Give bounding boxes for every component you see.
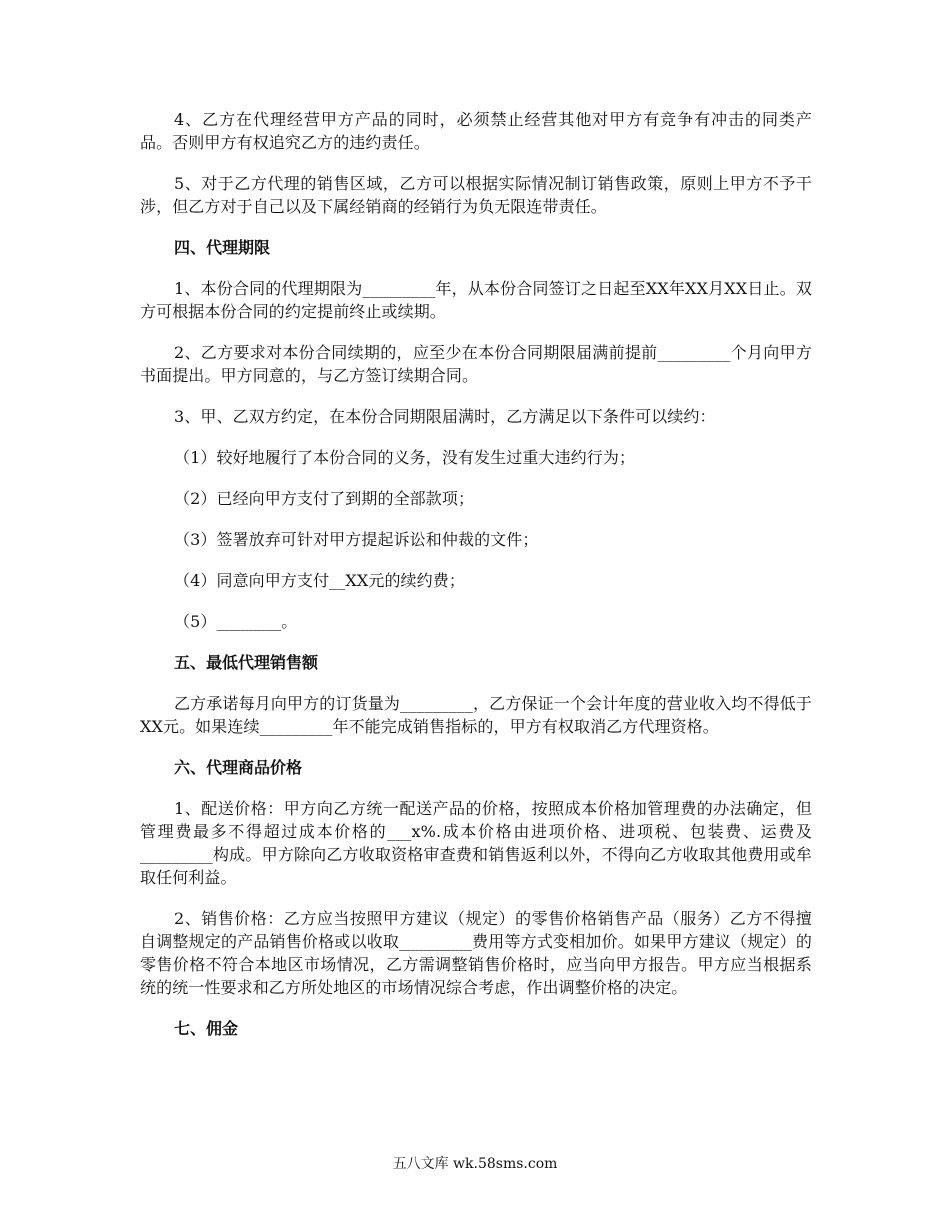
page-footer: 五八文库 wk.58sms.com (392, 1156, 558, 1172)
clause-4-exclusivity: 4、乙方在代理经营甲方产品的同时，必须禁止经营其他对甲方有竞争有冲击的同类产品。否则甲方有权追究乙方的违约责任。 (140, 110, 812, 152)
renewal-condition-1: （1）较好地履行了本份合同的义务，没有发生过重大违约行为； (174, 448, 636, 467)
clause-term-3: 3、甲、乙双方约定，在本份合同期限届满时，乙方满足以下条件可以续约： (174, 407, 716, 426)
renewal-condition-2: （2）已经向甲方支付了到期的全部款项； (174, 489, 475, 508)
document-body (140, 108, 812, 1058)
clause-min-sales: 乙方承诺每月向甲方的订货量为_________，乙方保证一个会计年度的营业收入均不得低于XX元。如果连续_________年不能完成销售指标的，甲方有权取消乙方代理资格。 (140, 694, 812, 736)
renewal-condition-5: （5）________。 (174, 612, 298, 631)
section-heading-price: 六、代理商品价格 (174, 758, 303, 777)
clause-term-1: 1、本份合同的代理期限为_________年，从本份合同签订之日起至XX年XX月XX日止。双方可根据本份合同的约定提前终止或续期。 (140, 279, 812, 321)
section-heading-agency-term: 四、代理期限 (174, 238, 271, 257)
renewal-condition-4: （4）同意向甲方支付__XX元的续约费； (174, 571, 465, 590)
clause-sales-price: 2、销售价格：乙方应当按照甲方建议（规定）的零售价格销售产品（服务）乙方不得擅自调整规定的产品销售价格或以收取_________费用等方式变相加价。如果甲方建议（规定）的零售价格不符合本地区市场情况，乙方需调整销售价格时，应当向甲方报告。甲方应当根据系统的统一性要求和乙方所处地区的市场情况综合考虑，作出调整价格的决定。 (140, 909, 812, 997)
clause-delivery-price: 1、配送价格：甲方向乙方统一配送产品的价格，按照成本价格加管理费的办法确定，但管理费最多不得超过成本价格的___x%.成本价格由进项价格、进项税、包装费、运费及_________构成。甲方除向乙方收取资格审查费和销售返利以外，不得向乙方收取其他费用或牟取任何利益。 (140, 799, 812, 887)
clause-term-2: 2、乙方要求对本份合同续期的，应至少在本份合同期限届满前提前_________个月向甲方书面提出。甲方同意的，与乙方签订续期合同。 (140, 343, 812, 385)
renewal-condition-3: （3）签署放弃可针对甲方提起诉讼和仲裁的文件； (174, 530, 539, 549)
section-heading-commission: 七、佣金 (174, 1019, 239, 1038)
section-heading-min-sales: 五、最低代理销售额 (174, 653, 319, 672)
clause-5-sales-region: 5、对于乙方代理的销售区域，乙方可以根据实际情况制订销售政策，原则上甲方不予干涉，但乙方对于自己以及下属经销商的经销行为负无限连带责任。 (140, 174, 812, 216)
